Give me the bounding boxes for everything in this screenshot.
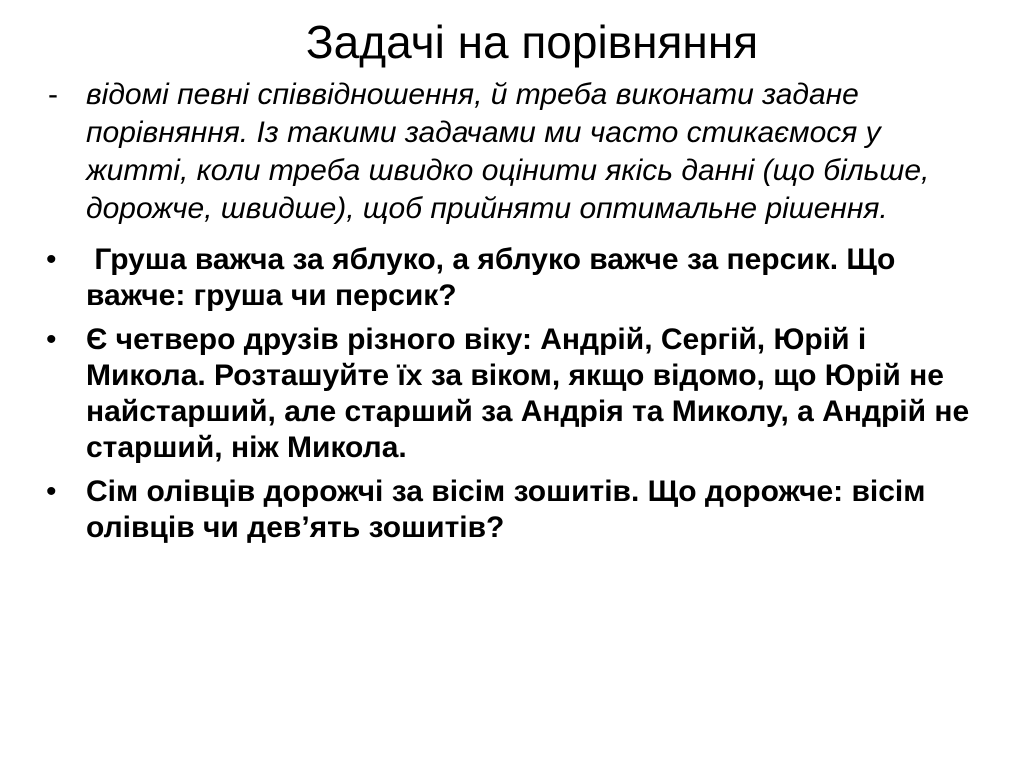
bullet-icon: • <box>46 323 57 356</box>
task-item-3 <box>44 474 974 546</box>
intro-text: відомі певні співвідношення, й треба виконати задане порівняння. Із такими задачами ми часто стикаємося у житті, коли треба швидко оцінити якісь данні (що більше, дорожче, швидше), щоб прийняти оптимальне рішення. <box>86 78 930 225</box>
dash-marker: - <box>48 78 58 111</box>
task-item-2 <box>44 322 974 466</box>
task-item-1 <box>44 242 974 314</box>
slide-title: Задачі на порівняння <box>305 16 759 68</box>
slide-body <box>44 76 974 554</box>
intro-paragraph <box>44 76 974 228</box>
bullet-icon: • <box>46 243 57 276</box>
task-text-3: Сім олівців дорожчі за вісім зошитів. Що дорожче: вісім олівців чи дев’ять зошитів? <box>86 475 926 544</box>
task-text-1: Груша важча за яблуко, а яблуко важче за персик. Що важче: груша чи персик? <box>86 243 904 312</box>
bullet-icon: • <box>46 475 57 508</box>
task-text-2: Є четверо друзів різного віку: Андрій, Сергій, Юрій і Микола. Розташуйте їх за віком, якщо відомо, що Юрій не найстарший, але старший за Андрія та Миколу, а Андрій не старший, ніж Микола. <box>86 323 970 464</box>
